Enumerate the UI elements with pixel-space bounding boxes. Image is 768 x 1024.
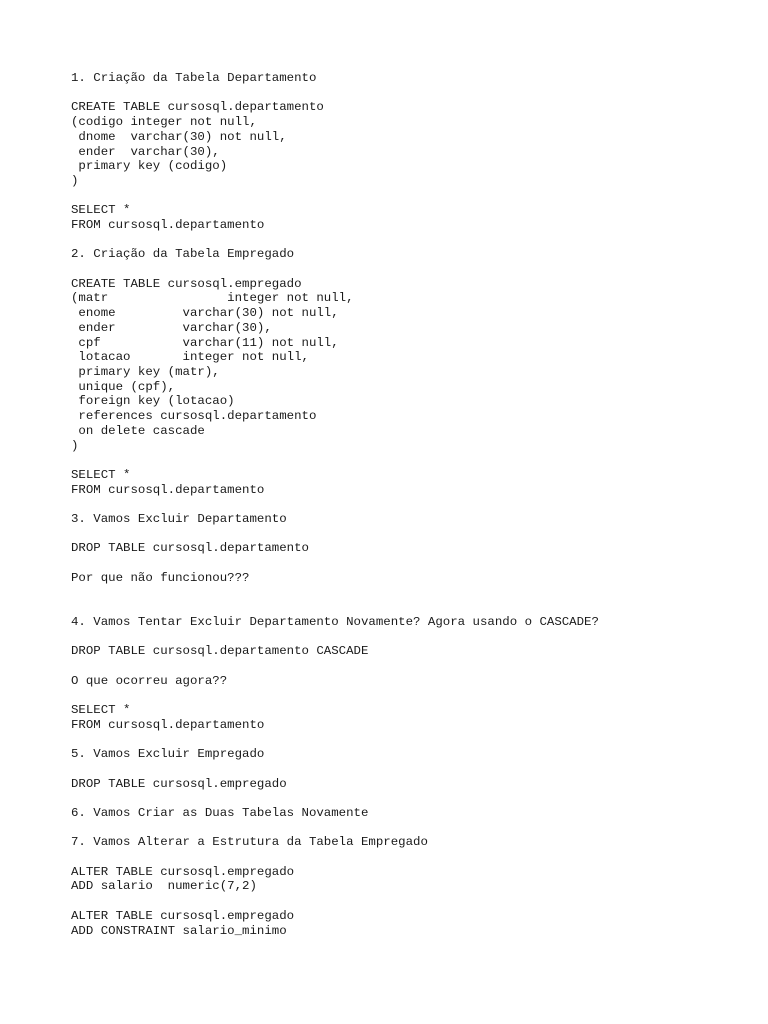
spacer (71, 791, 751, 806)
spacer (71, 453, 751, 468)
spacer (71, 585, 751, 614)
section-5-title: 5. Vamos Excluir Empregado (71, 747, 265, 762)
spacer (71, 732, 751, 747)
section-1-title: 1. Criação da Tabela Departamento (71, 71, 317, 85)
section-3-question: Por que não funcionou??? (71, 570, 250, 585)
section-3-title: 3. Vamos Excluir Departamento (71, 512, 287, 526)
spacer (71, 527, 751, 542)
spacer (71, 821, 751, 836)
section-6-title: 6. Vamos Criar as Duas Tabelas Novamente (71, 805, 369, 820)
spacer (71, 688, 751, 703)
select-departamento-code-1: SELECT * FROM cursosql.departamento (71, 203, 265, 232)
spacer (71, 894, 751, 909)
drop-empregado-code: DROP TABLE cursosql.empregado (71, 776, 287, 791)
spacer (71, 850, 751, 865)
select-departamento-code-3: SELECT * FROM cursosql.departamento (71, 703, 265, 732)
drop-departamento-cascade-code: DROP TABLE cursosql.departamento CASCADE (71, 644, 369, 659)
spacer (71, 659, 751, 674)
spacer (71, 86, 751, 101)
section-4-title: 4. Vamos Tentar Excluir Departamento Novamente? Agora usando o CASCADE? (71, 614, 599, 629)
alter-empregado-add-constraint-code: ALTER TABLE cursosql.empregado ADD CONSTRAINT salario_minimo (71, 908, 295, 938)
spacer (71, 556, 751, 571)
spacer (71, 262, 751, 277)
section-4-question: O que ocorreu agora?? (71, 673, 228, 688)
drop-departamento-code: DROP TABLE cursosql.departamento (71, 541, 309, 556)
alter-empregado-add-salario-code: ALTER TABLE cursosql.empregado ADD salario numeric(7,2) (71, 864, 295, 894)
create-empregado-code: CREATE TABLE cursosql.empregado (matr integer not null, enome varchar(30) not null, ender varchar(30), cpf varchar(11) not null, lotacao integer not null, primary key (matr), unique (cpf), foreign key (lotacao) references cursosql.departamento on delete cascade ) (71, 276, 354, 453)
create-departamento-code: CREATE TABLE cursosql.departamento (codigo integer not null, dnome varchar(30) not null, ender varchar(30), primary key (codigo) ) (71, 100, 324, 188)
spacer (71, 189, 751, 204)
select-departamento-code-2: SELECT * FROM cursosql.departamento (71, 467, 265, 497)
section-7-title: 7. Vamos Alterar a Estrutura da Tabela Empregado (71, 835, 428, 850)
spacer (71, 233, 751, 248)
section-2-title: 2. Criação da Tabela Empregado (71, 247, 295, 262)
spacer (71, 762, 751, 777)
spacer (71, 497, 751, 512)
document-page (71, 71, 751, 938)
spacer (71, 630, 751, 645)
